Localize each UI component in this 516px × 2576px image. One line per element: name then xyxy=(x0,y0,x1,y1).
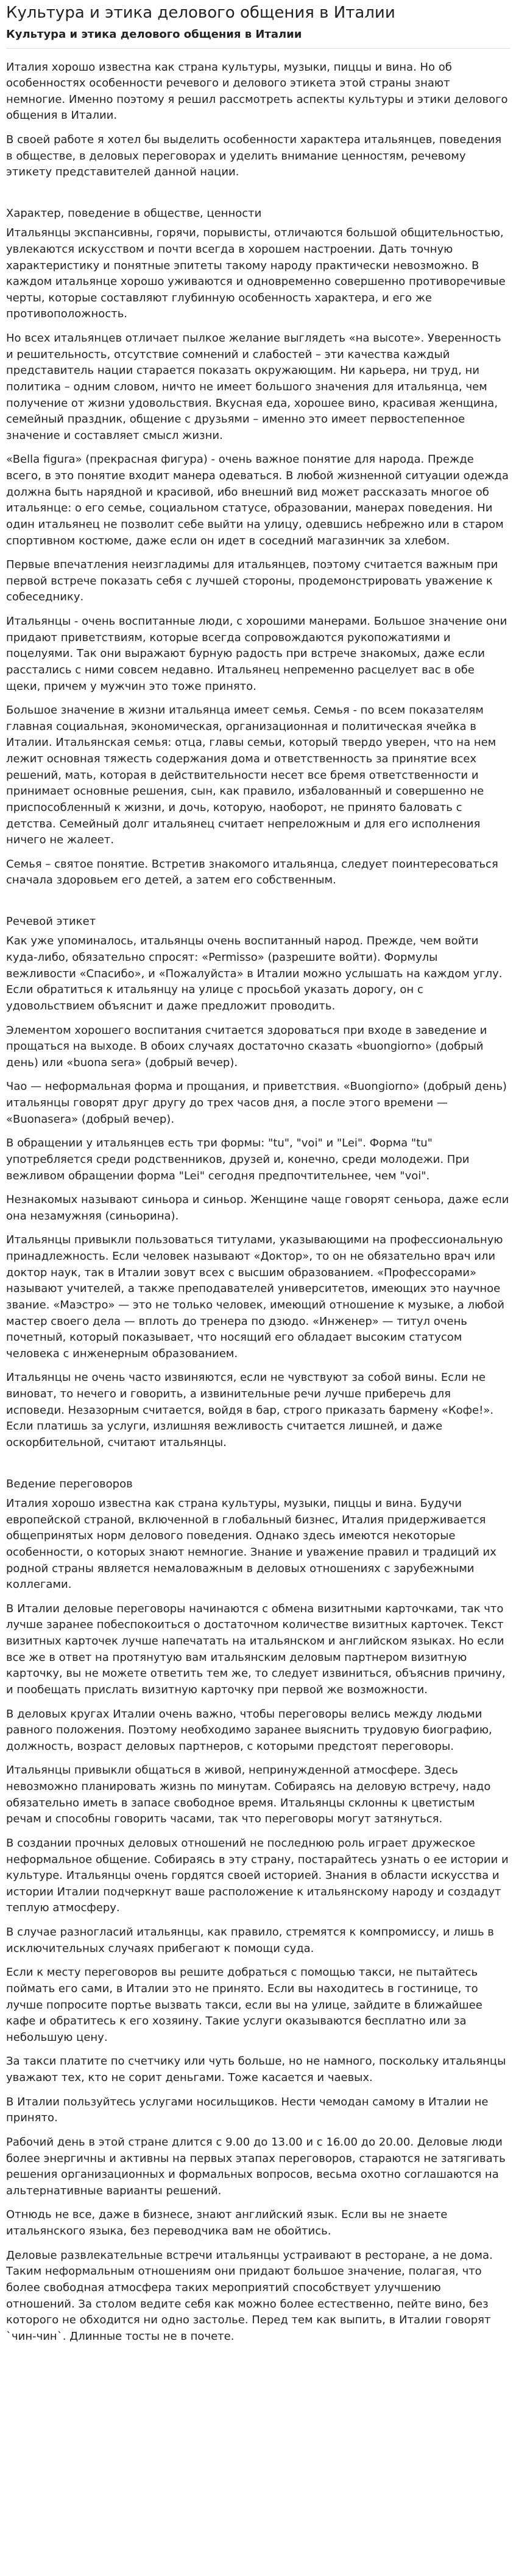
section-heading: Характер, поведение в обществе, ценности xyxy=(6,206,262,220)
section-paragraph: В деловых кругах Италии очень важно, чтобы переговоры велись между людьми равного положения. Поэтому необходимо заранее выяснить трудовую биографию, должность, возраст деловых партнеров, с которыми предстоят переговоры. xyxy=(6,1707,492,1753)
section-paragraph: Итальянцы не очень часто извиняются, если не чувствуют за собой вины. Если не виноват, то нечего и говорить, а извинительные речи лучше приберечь для исповеди. Незазорным считается, войдя в бар, строго приказать бармену «Кофе!». Если платишь за услуги, излишняя вежливость считается лишней, и даже оскорбительной, считают итальянцы. xyxy=(6,1371,494,1449)
section-paragraph: В случае разногласий итальянцы, как правило, стремятся к компромиссу, и лишь в исключительных случаях прибегают к помощи суда. xyxy=(6,1926,494,1955)
spacer xyxy=(6,904,510,914)
section-paragraph: Семья – святое понятие. Встретив знакомого итальянца, следует поинтересоваться сначала здоровьем его детей, а затем его собственным. xyxy=(6,857,498,887)
section-paragraph: Чао — неформальная форма и прощания, и приветствия. «Buongiorno» (добрый день) итальянцы говорят друг другу до трех часов дня, а после этого времени — «Buonasera» (добрый вечер). xyxy=(6,1080,507,1126)
section-paragraph: Элементом хорошего воспитания считается здороваться при входе в заведение и прощаться на выходе. В обоих случаях достаточно сказать «buongiorno» (добрый день) или «buona sera» (добрый вечер). xyxy=(6,1023,487,1069)
section-paragraph: Деловые развлекательные встречи итальянцы устраивают в ресторане, а не дома. Таким неформальным отношениям они придают большое значение, полагая, что более свободная атмосфера таких мероприятий способствует улучшению отношений. За столом ведите себя как можно более естественно, пейте вино, без которого не обходится ни одно застолье. Перед тем как выпить, в Италии говорят `чин-чин`. Длинные тосты не в почете. xyxy=(6,2248,493,2343)
section-heading: Речевой этикет xyxy=(6,915,96,928)
section-paragraph: Как уже упоминалось, итальянцы очень воспитанный народ. Прежде, чем войти куда-либо, обязательно спросят: «Permisso» (разрешите войти). Формулы вежливости «Спасибо», и «Пожалуйста» в Италии можно услышать на каждом углу. Если обратиться к итальянцу на улице с просьбой указать дорогу, он с удовольствием объяснит и даже предложит проводить. xyxy=(6,935,503,1013)
divider xyxy=(6,48,510,49)
section-paragraph: Но всех итальянцев отличает пылкое желание выглядеть «на высоте». Уверенность и решительность, отсутствие сомнений и слабостей – эти качества каждый представитель нации старается показать окружающим. Ни карьера, ни труд, ни политика – одним словом, ничто не имеет большого значения для итальянца, чем получение от жизни удовольствия. Вкусная еда, хорошее вино, красивая женщина, семейный праздник, общение с друзьями – именно это имеет первостепенное значение и составляет смысл жизни. xyxy=(6,332,501,442)
intro-paragraph: В своей работе я хотел бы выделить особенности характера итальянцев, поведения в обществе, в деловых переговорах и уделить внимание ценностям, речевому этикету представителей данной нации. xyxy=(6,133,502,179)
intro-section xyxy=(6,60,510,181)
spacer xyxy=(6,195,510,206)
section-paragraph: За такси платите по счетчику или чуть больше, но не намного, поскольку итальянцы уважают тех, кто не сорит деньгами. Тоже касается и чаевых. xyxy=(6,2055,506,2084)
section-paragraph: В обращении у итальянцев есть три формы: "tu", "voi" и "Lei". Форма "tu" употребляется среди родственников, друзей и, конечно, среди молодежи. При вежливом обращении форма "Lei" сегодня предпочтительнее, чем "voi". xyxy=(6,1137,470,1182)
section-paragraph: В Италии пользуйтесь услугами носильщиков. Нести чемодан самому в Италии не принято. xyxy=(6,2095,489,2125)
spacer xyxy=(6,1466,510,1477)
section-paragraph: Отнюдь не все, даже в бизнесе, знают английский язык. Если вы не знаете итальянского языка, без переводчика вам не обойтись. xyxy=(6,2208,448,2237)
section-paragraph: Итальянцы привыкли пользоваться титулами, указывающими на профессиональную принадлежность. Если человек называют «Доктор», то он не обязательно врач или доктор наук, так в Италии зовут всех с высшим образованием. «Профессорами» называют учителей, а также преподавателей университетов, имеющих это научное звание. «Маэстро» — это не только человек, имеющий отношение к музыке, а любой мастер своего дела — вплоть до тренера по дзюдо. «Инженер» — титул очень почетный, который показывает, что носящий его обладает высоким статусом человека с инженерным образованием. xyxy=(6,1234,504,1360)
section-paragraph: Рабочий день в этой стране длится с 9.00 до 13.00 и с 16.00 до 20.00. Деловые люди более энергичны и активны на первых этапах переговоров, стараются не затягивать решения организационных и формальных вопросов, весьма охотно соглашаются на альтернативные варианты решений. xyxy=(6,2135,506,2197)
section-character xyxy=(6,206,510,889)
section-paragraph: Большое значение в жизни итальянца имеет семья. Семья - по всем показателям главная социальная, экономическая, организационная и политическая ячейка в Италии. Итальянская семья: отца, главы семьи, который твердо уверен, что на нем лежит основная тяжесть содержания дома и ответственность за принятие всех решений, мать, которая в действительности несет все бремя ответственности и принимает основные решения, сын, как правило, избалованный и совершенно не приспособленный к жизни, и дочь, которую, наоборот, не принято баловать с детства. Семейный долг итальянец считает непреложным и для его исполнения ничего не жалеет. xyxy=(6,704,497,847)
section-paragraph: Незнакомых называют синьора и синьор. Женщине чаще говорят сеньора, даже если она незамужняя (синьорина). xyxy=(6,1193,509,1223)
section-speech-etiquette xyxy=(6,914,510,1451)
section-paragraph: Если к месту переговоров вы решите добраться с помощью такси, не пытайтесь поймать его сами, в Италии это не принято. Если вы находитесь в гостинице, то лучше попросите портье вызвать такси, если вы на улице, зайдите в ближайшее кафе и обратитесь к его хозяину. Такие услуги оказываются бесплатно или за небольшую цену. xyxy=(6,1966,482,2044)
section-paragraph: Итальянцы экспансивны, горячи, порывисты, отличаются большой общительностью, увлекаются искусством и почти всегда в хорошем настроении. Дать точную характеристику и понятные эпитеты такому народу практически невозможно. В каждом итальянце хорошо уживаются и одновременно совершенно противоречивые черты, которые составляют глубинную особенность характера, и его же противоположность. xyxy=(6,226,506,321)
section-paragraph: «Bella figura» (прекрасная фигура) - очень важное понятие для народа. Прежде всего, в это понятие входит манера одеваться. В любой жизненной ситуации одежда должна быть нарядной и красивой, ибо внешний вид может рассказать многое об итальянце: о его семье, социальном статусе, образовании, манерах поведения. Ни один итальянец не позволит себе выйти на улицу, одевшись небрежно или в старом спортивном костюме, даже если он идет в соседний магазинчик за хлебом. xyxy=(6,453,509,547)
section-negotiations xyxy=(6,1477,510,2345)
page-title: Культура и этика делового общения в Италии xyxy=(6,4,395,22)
section-paragraph: Первые впечатления неизгладимы для итальянцев, поэтому считается важным при первой встрече показать себя с лучшей стороны, продемонстрировать уважение к собеседнику. xyxy=(6,558,498,604)
section-paragraph: Итальянцы привыкли общаться в живой, непринужденной атмосфере. Здесь невозможно планировать жизнь по минутам. Собираясь на деловую встречу, надо обязательно иметь в запасе свободное время. Итальянцы склонны к цветистым речам и способны говорить часами, так что переговоры могут затянуться. xyxy=(6,1764,491,1826)
section-paragraph: В Италии деловые переговоры начинаются с обмена визитными карточками, так что лучше заранее побеспокоиться о достаточном количестве визитных карточек. Текст визитных карточек лучше напечатать на итальянском и английском языках. Но если все же в ответ на протянутую вам итальянским деловым партнером визитную карточку, вы не можете ответить тем же, то следует извиниться, объяснив причину, и пообещать прислать визитную карточку при первой же возможности. xyxy=(6,1602,506,1696)
intro-paragraph: Италия хорошо известна как страна культуры, музыки, пиццы и вина. Но об особенностях особенности речевого и делового этикета этой страны знают немногие. Именно поэтому я решил рассмотреть аспекты культуры и этики делового общения в Италии. xyxy=(6,60,508,122)
section-paragraph: Итальянцы - очень воспитанные люди, с хорошими манерами. Большое значение они придают приветствиям, которые всегда сопровождаются рукопожатиями и поцелуями. Так они выражают бурную радость при встрече знакомых, даже если расстались с ними совсем недавно. Итальянец непременно расцелует вас в обе щеки, причем у мужчин это тоже принято. xyxy=(6,615,507,693)
section-paragraph: В создании прочных деловых отношений не последнюю роль играет дружеское неформальное общение. Собираясь в эту страну, постарайтесь узнать о ее истории и культуре. Итальянцы очень гордятся своей историей. Знания в области искусства и истории Италии подчеркнут ваше расположение к итальянскому народу и создадут теплую атмосферу. xyxy=(6,1836,509,1915)
page-subtitle: Культура и этика делового общения в Италии xyxy=(6,28,302,41)
section-heading: Ведение переговоров xyxy=(6,1477,133,1490)
section-paragraph: Италия хорошо известна как страна культуры, музыки, пиццы и вина. Будучи европейской страной, включенной в глобальный бизнес, Италия придерживается общепринятых норм делового поведения. Однако здесь имеются некоторые особенности, о которых знают немногие. Знание и уважение правил и традиций их родной страны является немаловажным в деловых отношениях с зарубежными коллегами. xyxy=(6,1497,497,1592)
